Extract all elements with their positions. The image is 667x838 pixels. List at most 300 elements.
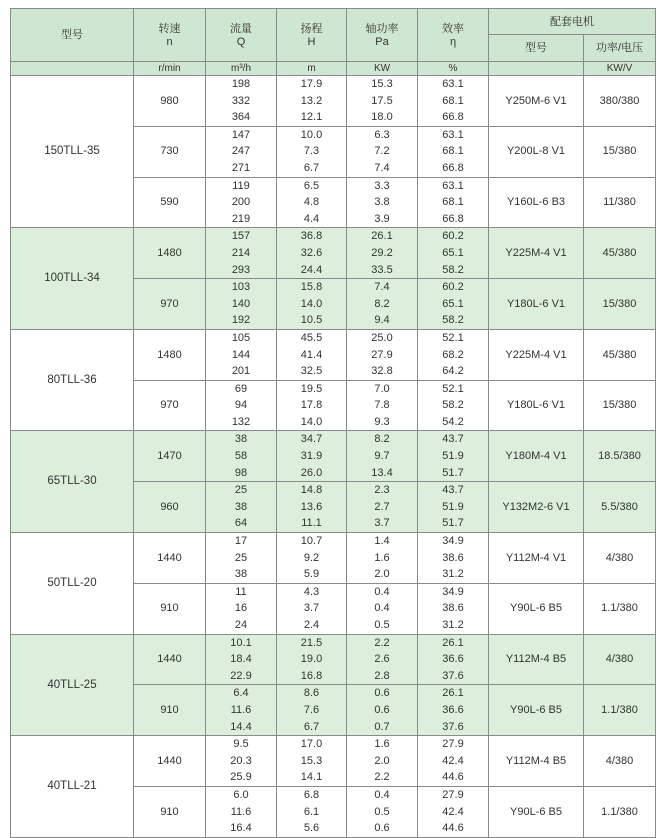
header-model: 型号 — [11, 9, 134, 62]
motor-model-cell: Y180L-6 V1 — [489, 279, 584, 330]
shaft-power-cell-value: 33.5 — [371, 263, 393, 276]
head-cell-value: 6.7 — [303, 720, 320, 733]
shaft-power-cell-value: 27.9 — [371, 348, 393, 361]
head-cell-value: 6.1 — [303, 805, 320, 818]
flow-cell-value: 98 — [234, 466, 248, 479]
unit-power: KW — [347, 62, 418, 76]
efficiency-cell — [418, 685, 489, 736]
flow-cell-value: 247 — [231, 145, 251, 158]
head-cell — [277, 685, 347, 736]
shaft-power-cell-value: 7.2 — [374, 145, 390, 158]
head-cell-value: 34.7 — [300, 433, 323, 446]
head-cell-value: 6.8 — [303, 788, 320, 801]
motor-model-cell: Y90L-6 B5 — [489, 685, 584, 736]
flow-cell-value: 157 — [231, 230, 251, 243]
motor-power-cell: 15/380 — [584, 279, 656, 330]
head-cell-value: 6.5 — [303, 179, 320, 192]
efficiency-cell-value: 37.6 — [442, 669, 464, 682]
flow-cell — [206, 685, 277, 736]
head-cell-value: 14.0 — [300, 415, 323, 428]
table-header — [11, 9, 656, 76]
shaft-power-cell-value: 0.4 — [374, 788, 390, 801]
head-cell-value: 32.5 — [300, 365, 323, 378]
head-cell-value: 45.5 — [300, 331, 323, 344]
model-group — [11, 634, 656, 736]
efficiency-cell-value: 65.1 — [442, 246, 464, 259]
pump-model-cell: 40TLL-21 — [11, 736, 134, 838]
flow-cell — [206, 634, 277, 685]
flow-cell-value: 17 — [234, 535, 248, 548]
flow-cell — [206, 279, 277, 330]
efficiency-cell-value: 43.7 — [442, 433, 464, 446]
shaft-power-cell — [347, 533, 418, 584]
efficiency-cell-value: 51.7 — [442, 517, 464, 530]
head-cell-value: 32.6 — [300, 246, 323, 259]
efficiency-cell-value: 34.9 — [442, 535, 464, 548]
pump-model-cell: 40TLL-25 — [11, 634, 134, 736]
head-cell-value: 36.8 — [300, 230, 323, 243]
flow-cell — [206, 583, 277, 634]
flow-cell-value: 6.4 — [233, 687, 249, 700]
motor-model-cell: Y180M-4 V1 — [489, 431, 584, 482]
shaft-power-cell-value: 0.5 — [374, 619, 390, 631]
flow-cell — [206, 533, 277, 584]
flow-cell-value: 192 — [231, 314, 251, 327]
speed-cell: 730 — [134, 126, 206, 177]
shaft-power-cell-value: 1.6 — [374, 551, 390, 564]
speed-cell: 910 — [134, 583, 206, 634]
motor-power-cell: 4/380 — [584, 533, 656, 584]
flow-cell-value: 11.6 — [230, 703, 252, 716]
shaft-power-cell — [347, 279, 418, 330]
efficiency-cell-value: 51.9 — [442, 500, 464, 513]
head-cell-value: 7.6 — [303, 703, 320, 716]
efficiency-cell-value: 66.8 — [442, 212, 464, 225]
motor-model-cell: Y225M-4 V1 — [489, 228, 584, 279]
head-cell — [277, 380, 347, 431]
shaft-power-cell-value: 3.8 — [374, 196, 390, 209]
efficiency-cell-value: 63.1 — [442, 128, 464, 141]
flow-cell-value: 11.6 — [230, 805, 252, 818]
flow-cell-value: 140 — [231, 297, 251, 310]
shaft-power-cell — [347, 380, 418, 431]
header-motor-model: 型号 — [489, 35, 584, 62]
flow-cell-value: 119 — [232, 179, 250, 192]
pump-spec-table — [10, 8, 656, 838]
speed-cell: 910 — [134, 685, 206, 736]
motor-power-cell: 380/380 — [584, 76, 656, 127]
efficiency-cell — [418, 583, 489, 634]
motor-model-cell: Y90L-6 B5 — [489, 583, 584, 634]
head-cell — [277, 177, 347, 228]
efficiency-cell-value: 44.6 — [442, 771, 464, 784]
head-cell-value: 41.4 — [300, 348, 323, 361]
efficiency-cell-value: 65.1 — [442, 297, 464, 310]
head-cell-value: 2.4 — [303, 619, 320, 631]
motor-power-cell: 1.1/380 — [584, 786, 656, 837]
efficiency-cell-value: 42.4 — [442, 805, 464, 818]
head-cell — [277, 126, 347, 177]
shaft-power-cell-value: 8.2 — [374, 433, 390, 446]
efficiency-cell-value: 68.1 — [442, 196, 464, 209]
head-cell-value: 13.6 — [300, 500, 323, 513]
pump-model-cell: 65TLL-30 — [11, 431, 134, 533]
flow-cell-value: 332 — [231, 94, 251, 107]
head-cell-value: 10.5 — [300, 314, 323, 327]
flow-cell-value: 144 — [231, 348, 251, 361]
head-cell-value: 8.6 — [303, 687, 320, 700]
speed-cell: 1440 — [134, 533, 206, 584]
efficiency-cell-value: 68.1 — [442, 94, 464, 107]
efficiency-cell-value: 66.8 — [442, 161, 464, 174]
unit-model — [11, 62, 134, 76]
flow-cell — [206, 736, 277, 787]
head-cell-value: 31.9 — [300, 450, 323, 463]
pump-model-cell: 80TLL-36 — [11, 329, 134, 431]
unit-flow: m³/h — [206, 62, 277, 76]
flow-cell-value: 64 — [234, 517, 248, 530]
motor-model-cell: Y112M-4 B5 — [489, 634, 584, 685]
efficiency-cell-value: 60.2 — [442, 230, 464, 243]
flow-cell-value: 38 — [234, 500, 248, 513]
shaft-power-cell — [347, 126, 418, 177]
motor-model-cell: Y112M-4 V1 — [489, 533, 584, 584]
flow-cell-value: 25 — [234, 551, 248, 564]
flow-cell-value: 94 — [234, 399, 248, 412]
efficiency-cell — [418, 228, 489, 279]
motor-power-cell: 1.1/380 — [584, 583, 656, 634]
efficiency-cell-value: 37.6 — [442, 720, 464, 733]
head-cell-value: 13.2 — [300, 94, 323, 107]
head-cell-value: 17.9 — [300, 78, 323, 90]
head-cell-value: 14.0 — [300, 297, 323, 310]
head-cell-value: 24.4 — [300, 263, 323, 276]
head-cell-value: 3.7 — [303, 602, 320, 615]
head-cell-value: 14.1 — [300, 771, 323, 784]
motor-model-cell: Y225M-4 V1 — [489, 329, 584, 380]
head-cell — [277, 329, 347, 380]
pump-model-cell: 150TLL-35 — [11, 76, 134, 228]
head-cell-value: 16.8 — [300, 669, 323, 682]
head-cell-value: 19.0 — [300, 653, 323, 666]
efficiency-cell-value: 58.2 — [442, 314, 464, 327]
efficiency-cell-value: 51.7 — [442, 466, 464, 479]
efficiency-cell-value: 34.9 — [442, 585, 464, 598]
flow-cell-value: 24 — [234, 619, 248, 631]
shaft-power-cell-value: 0.5 — [374, 805, 390, 818]
table-row — [11, 329, 656, 380]
efficiency-cell-value: 68.2 — [442, 348, 464, 361]
motor-power-cell: 4/380 — [584, 634, 656, 685]
efficiency-cell — [418, 279, 489, 330]
flow-cell — [206, 177, 277, 228]
efficiency-cell-value: 58.2 — [442, 399, 464, 412]
head-cell-value: 4.3 — [303, 585, 320, 598]
head-cell-value: 26.0 — [300, 466, 323, 479]
flow-cell-value: 105 — [231, 331, 251, 344]
flow-cell-value: 14.4 — [230, 720, 252, 733]
efficiency-cell — [418, 76, 489, 127]
head-cell — [277, 583, 347, 634]
flow-cell-value: 293 — [231, 263, 251, 276]
flow-cell-value: 25.9 — [230, 771, 252, 784]
flow-cell-value: 18.4 — [230, 653, 252, 666]
efficiency-cell-value: 54.2 — [442, 415, 464, 428]
efficiency-cell-value: 44.6 — [442, 822, 464, 835]
flow-cell — [206, 126, 277, 177]
head-cell — [277, 482, 347, 533]
shaft-power-cell-value: 1.4 — [374, 535, 390, 548]
shaft-power-cell-value: 2.6 — [374, 653, 390, 666]
head-cell — [277, 76, 347, 127]
shaft-power-cell — [347, 228, 418, 279]
header-shaft-power: 轴功率 Pa — [347, 9, 418, 62]
shaft-power-cell-value: 0.4 — [374, 585, 390, 598]
head-cell-value: 10.0 — [300, 128, 323, 141]
shaft-power-cell-value: 9.3 — [374, 415, 390, 428]
table-row — [11, 634, 656, 685]
shaft-power-cell-value: 8.2 — [374, 297, 390, 310]
speed-cell: 1440 — [134, 634, 206, 685]
efficiency-cell-value: 31.2 — [442, 568, 464, 581]
model-group — [11, 533, 656, 635]
efficiency-cell — [418, 736, 489, 787]
head-cell-value: 14.8 — [300, 484, 323, 497]
header-motor-power: 功率/电压 — [584, 35, 656, 62]
flow-cell — [206, 380, 277, 431]
shaft-power-cell-value: 18.0 — [371, 111, 393, 124]
shaft-power-cell-value: 0.4 — [374, 602, 390, 615]
motor-model-cell: Y200L-8 V1 — [489, 126, 584, 177]
efficiency-cell-value: 51.9 — [442, 450, 464, 463]
shaft-power-cell-value: 2.7 — [374, 500, 390, 513]
header-speed: 转速 n — [134, 9, 206, 62]
motor-power-cell: 15/380 — [584, 126, 656, 177]
speed-cell: 910 — [134, 786, 206, 837]
flow-cell-value: 132 — [231, 415, 251, 428]
shaft-power-cell-value: 0.6 — [374, 687, 390, 700]
efficiency-cell-value: 38.6 — [442, 551, 464, 564]
flow-cell-value: 10.1 — [230, 636, 252, 649]
head-cell-value: 9.2 — [303, 551, 320, 564]
motor-model-cell: Y90L-6 B5 — [489, 786, 584, 837]
shaft-power-cell-value: 9.7 — [374, 450, 390, 463]
head-cell-value: 17.8 — [300, 399, 323, 412]
flow-cell-value: 16 — [234, 602, 248, 615]
speed-cell: 1480 — [134, 329, 206, 380]
shaft-power-cell-value: 29.2 — [371, 246, 393, 259]
table-row — [11, 431, 656, 482]
header-motor-group: 配套电机 — [489, 9, 656, 35]
flow-cell-value: 20.3 — [230, 754, 252, 767]
efficiency-cell-value: 26.1 — [442, 687, 464, 700]
model-group — [11, 76, 656, 228]
shaft-power-cell-value: 15.3 — [371, 78, 393, 90]
unit-motor-model — [489, 62, 584, 76]
shaft-power-cell-value: 6.3 — [374, 128, 390, 141]
efficiency-cell — [418, 126, 489, 177]
shaft-power-cell-value: 3.3 — [374, 179, 390, 192]
shaft-power-cell-value: 7.4 — [374, 161, 390, 174]
table-row — [11, 533, 656, 584]
shaft-power-cell-value: 17.5 — [371, 94, 393, 107]
flow-cell-value: 58 — [234, 450, 248, 463]
motor-power-cell: 45/380 — [584, 329, 656, 380]
table-row — [11, 228, 656, 279]
flow-cell-value: 219 — [231, 212, 251, 225]
head-cell-value: 7.3 — [303, 145, 320, 158]
shaft-power-cell — [347, 736, 418, 787]
efficiency-cell — [418, 482, 489, 533]
head-cell-value: 4.4 — [303, 212, 320, 225]
flow-cell-value: 6.0 — [233, 788, 249, 801]
head-cell-value: 12.1 — [300, 111, 323, 124]
header-head: 扬程 H — [277, 9, 347, 62]
shaft-power-cell-value: 3.7 — [374, 517, 390, 530]
efficiency-cell-value: 63.1 — [442, 78, 464, 90]
flow-cell-value: 11 — [235, 585, 247, 598]
head-cell — [277, 634, 347, 685]
flow-cell — [206, 228, 277, 279]
flow-cell-value: 16.4 — [230, 822, 252, 835]
head-cell-value: 10.7 — [300, 535, 323, 548]
efficiency-cell — [418, 533, 489, 584]
efficiency-cell-value: 52.1 — [442, 331, 464, 344]
motor-model-cell: Y250M-6 V1 — [489, 76, 584, 127]
flow-cell-value: 9.5 — [233, 738, 249, 751]
shaft-power-cell-value: 13.4 — [371, 466, 393, 479]
speed-cell: 1470 — [134, 431, 206, 482]
efficiency-cell-value: 43.7 — [442, 484, 464, 497]
pump-model-cell: 50TLL-20 — [11, 533, 134, 635]
efficiency-cell-value: 38.6 — [442, 602, 464, 615]
efficiency-cell-value: 66.8 — [442, 111, 464, 124]
head-cell — [277, 431, 347, 482]
shaft-power-cell-value: 2.3 — [374, 484, 390, 497]
efficiency-cell-value: 36.6 — [442, 703, 464, 716]
shaft-power-cell-value: 0.6 — [374, 703, 390, 716]
head-cell-value: 5.9 — [303, 568, 320, 581]
flow-cell-value: 38 — [234, 433, 248, 446]
speed-cell: 1440 — [134, 736, 206, 787]
shaft-power-cell-value: 32.8 — [371, 365, 393, 378]
header-efficiency: 效率 η — [418, 9, 489, 62]
shaft-power-cell — [347, 76, 418, 127]
speed-cell: 970 — [134, 279, 206, 330]
flow-cell — [206, 482, 277, 533]
flow-cell-value: 214 — [231, 246, 251, 259]
shaft-power-cell-value: 2.0 — [374, 568, 390, 581]
head-cell-value: 15.8 — [300, 281, 323, 294]
efficiency-cell-value: 26.1 — [442, 636, 464, 649]
shaft-power-cell-value: 9.4 — [374, 314, 390, 327]
pump-model-cell: 100TLL-34 — [11, 228, 134, 330]
efficiency-cell-value: 68.1 — [442, 145, 464, 158]
model-group — [11, 329, 656, 431]
shaft-power-cell-value: 1.6 — [374, 738, 390, 751]
efficiency-cell-value: 58.2 — [442, 263, 464, 276]
unit-head: m — [277, 62, 347, 76]
flow-cell-value: 200 — [231, 196, 251, 209]
flow-cell — [206, 431, 277, 482]
shaft-power-cell — [347, 482, 418, 533]
head-cell-value: 21.5 — [300, 636, 323, 649]
shaft-power-cell — [347, 583, 418, 634]
efficiency-cell — [418, 329, 489, 380]
speed-cell: 970 — [134, 380, 206, 431]
head-cell-value: 17.0 — [300, 738, 323, 751]
motor-power-cell: 45/380 — [584, 228, 656, 279]
shaft-power-cell-value: 7.0 — [374, 382, 390, 395]
motor-power-cell: 11/380 — [584, 177, 656, 228]
efficiency-cell-value: 52.1 — [442, 382, 464, 395]
motor-power-cell: 5.5/380 — [584, 482, 656, 533]
unit-eff: % — [418, 62, 489, 76]
model-group — [11, 736, 656, 838]
shaft-power-cell-value: 25.0 — [371, 331, 393, 344]
shaft-power-cell — [347, 685, 418, 736]
flow-cell-value: 364 — [231, 111, 251, 124]
motor-power-cell: 4/380 — [584, 736, 656, 787]
head-cell-value: 6.7 — [303, 161, 320, 174]
head-cell-value: 4.8 — [303, 196, 320, 209]
motor-model-cell: Y160L-6 B3 — [489, 177, 584, 228]
flow-cell — [206, 76, 277, 127]
shaft-power-cell-value: 0.7 — [374, 720, 390, 733]
efficiency-cell — [418, 177, 489, 228]
speed-cell: 980 — [134, 76, 206, 127]
table-row — [11, 76, 656, 127]
speed-cell: 590 — [134, 177, 206, 228]
shaft-power-cell — [347, 329, 418, 380]
flow-cell-value: 147 — [231, 128, 251, 141]
shaft-power-cell — [347, 431, 418, 482]
shaft-power-cell-value: 2.0 — [374, 754, 390, 767]
head-cell — [277, 279, 347, 330]
head-cell-value: 19.5 — [300, 382, 323, 395]
table-row — [11, 736, 656, 787]
shaft-power-cell-value: 2.8 — [374, 669, 390, 682]
efficiency-cell-value: 63.1 — [442, 179, 464, 192]
motor-model-cell: Y132M2-6 V1 — [489, 482, 584, 533]
motor-model-cell: Y180L-6 V1 — [489, 380, 584, 431]
model-group — [11, 431, 656, 533]
pump-spec-table-wrapper — [10, 8, 655, 838]
head-cell — [277, 228, 347, 279]
header-flow: 流量 Q — [206, 9, 277, 62]
efficiency-cell — [418, 380, 489, 431]
efficiency-cell-value: 42.4 — [442, 754, 464, 767]
efficiency-cell-value: 60.2 — [442, 281, 464, 294]
head-cell — [277, 533, 347, 584]
efficiency-cell-value: 31.2 — [442, 619, 464, 631]
efficiency-cell — [418, 634, 489, 685]
flow-cell — [206, 329, 277, 380]
flow-cell-value: 69 — [234, 382, 248, 395]
speed-cell: 1480 — [134, 228, 206, 279]
efficiency-cell-value: 27.9 — [442, 788, 464, 801]
shaft-power-cell-value: 7.4 — [374, 281, 390, 294]
unit-motor-power: KW/V — [584, 62, 656, 76]
motor-model-cell: Y112M-4 B5 — [489, 736, 584, 787]
head-cell-value: 11.1 — [301, 517, 322, 530]
efficiency-cell-value: 64.2 — [442, 365, 464, 378]
efficiency-cell-value: 27.9 — [442, 738, 464, 751]
efficiency-cell — [418, 431, 489, 482]
shaft-power-cell-value: 2.2 — [374, 771, 390, 784]
flow-cell-value: 22.9 — [230, 669, 252, 682]
flow-cell-value: 103 — [231, 281, 251, 294]
